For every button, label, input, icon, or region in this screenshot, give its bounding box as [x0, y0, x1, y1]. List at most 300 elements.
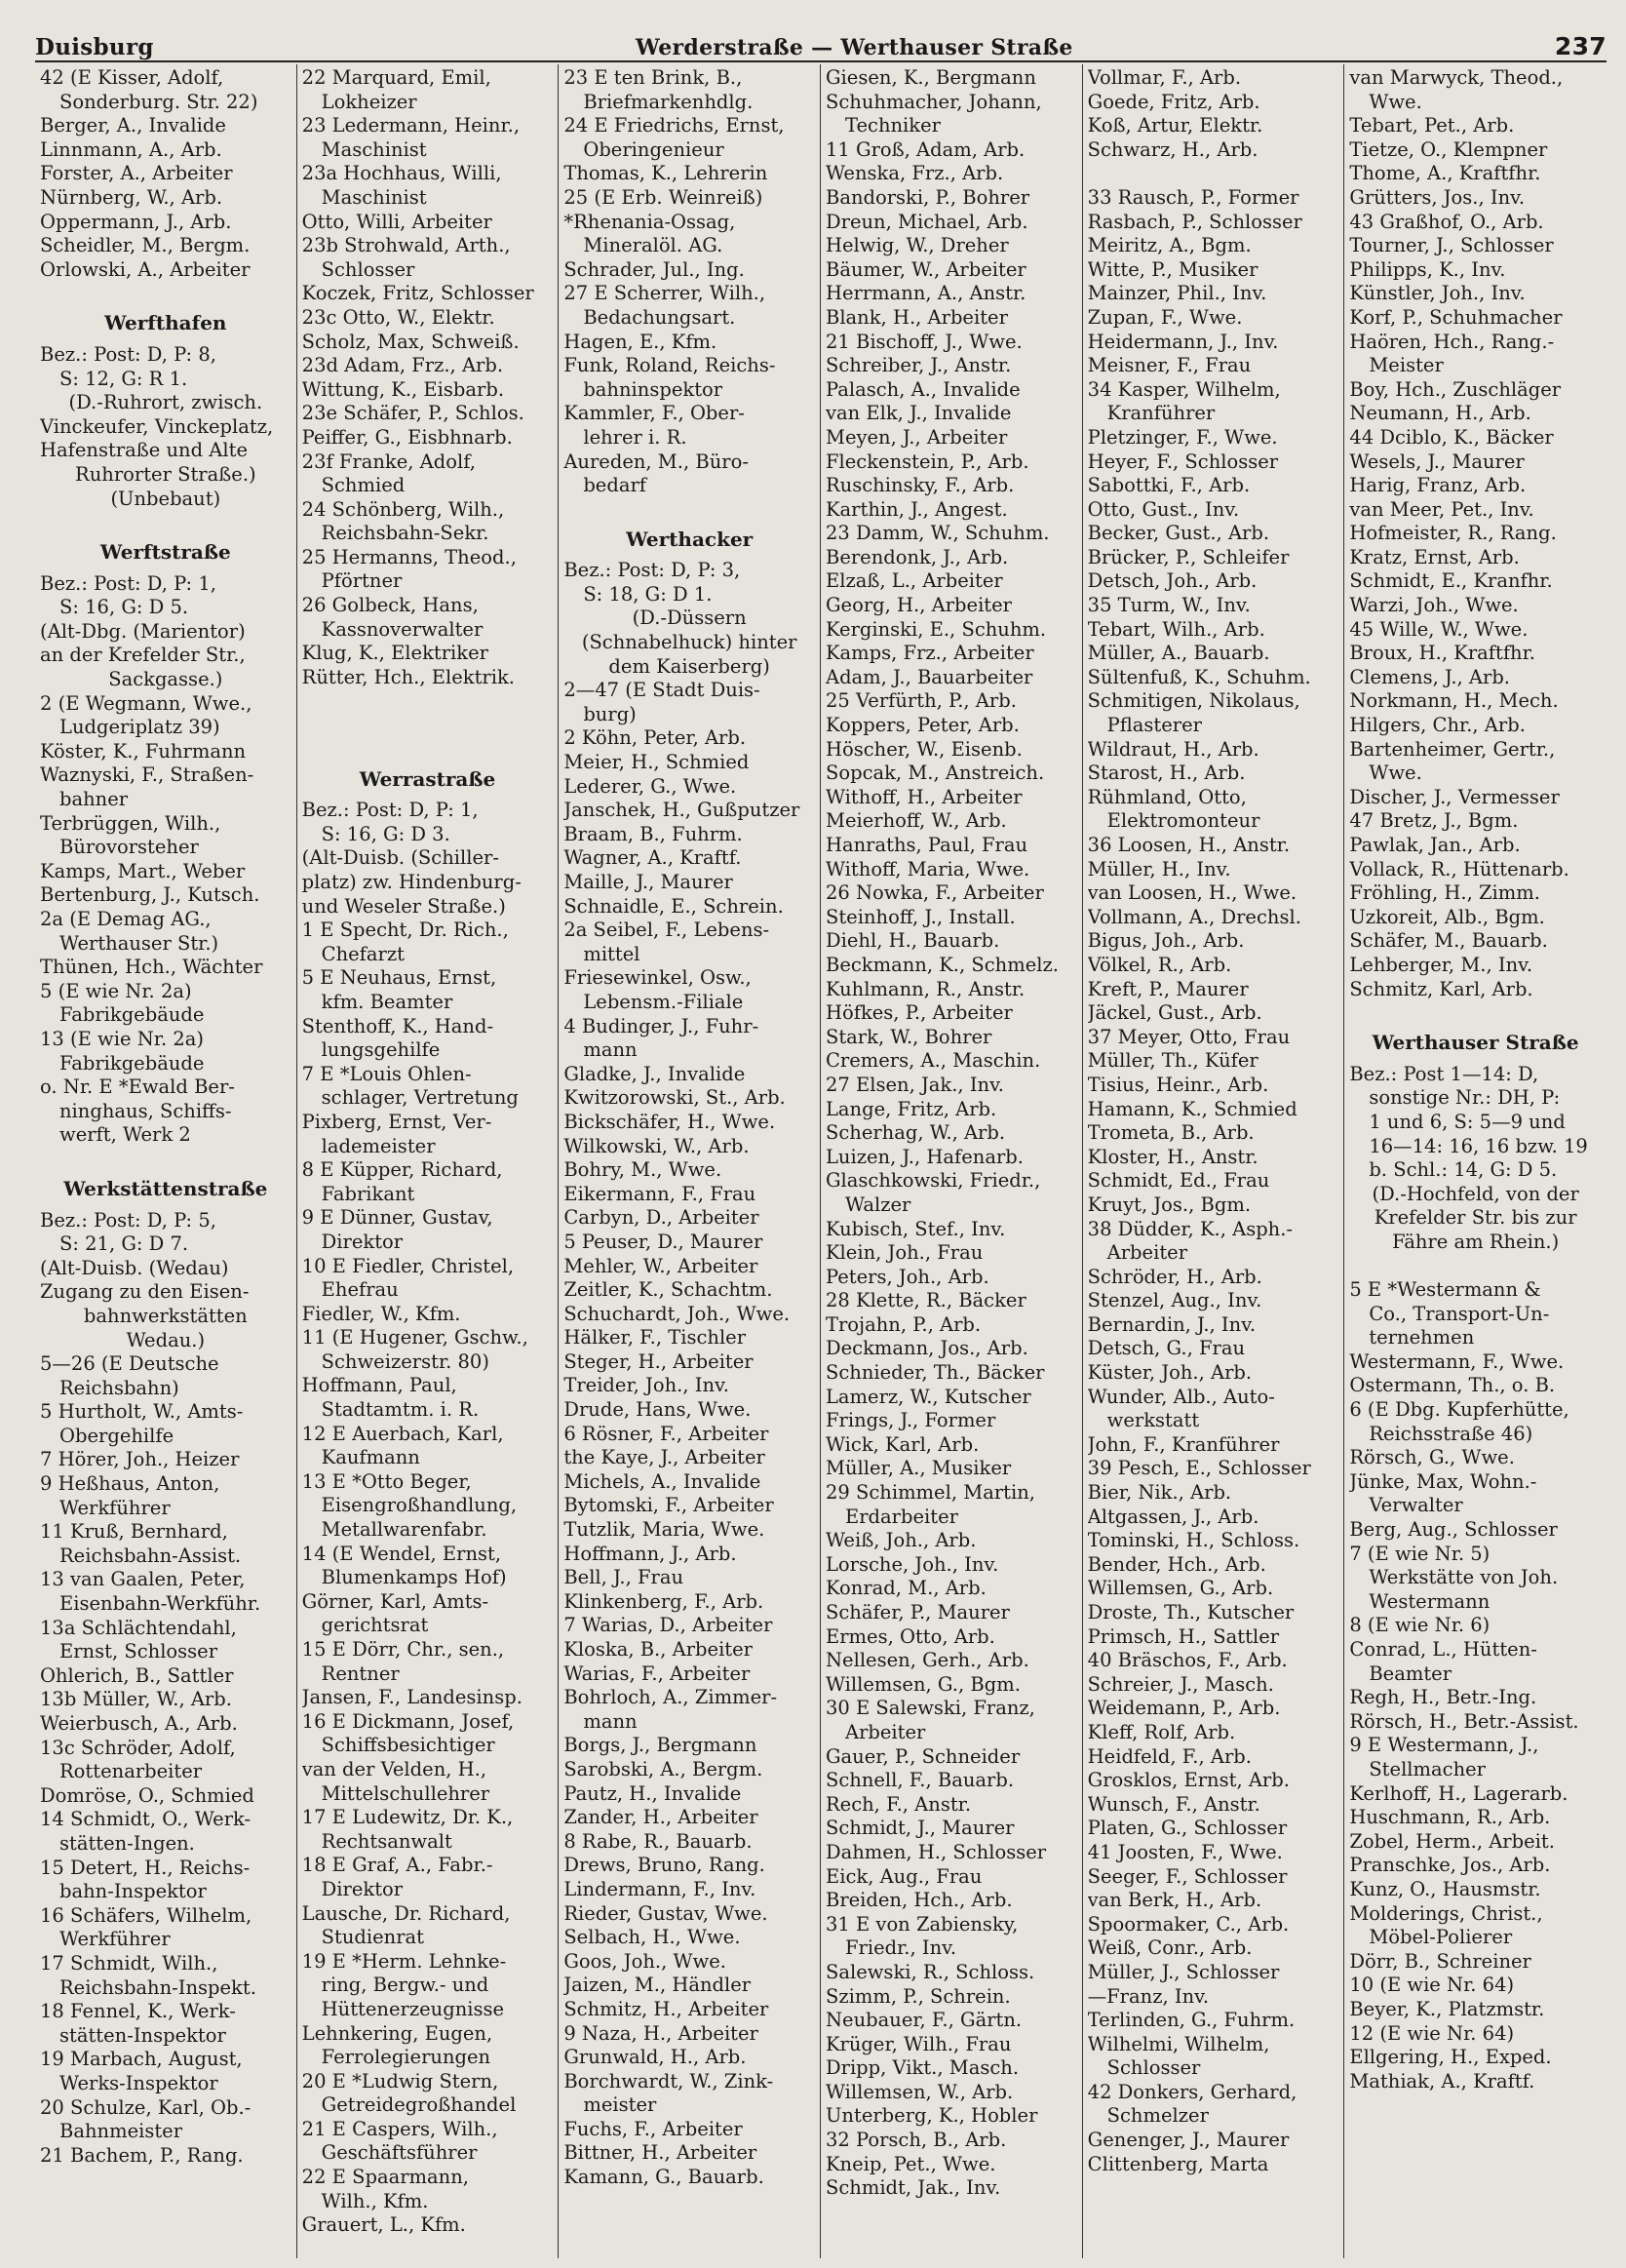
directory-entry-line: Nürnberg, W., Arb.: [40, 185, 223, 209]
header-city: Duisburg: [35, 34, 154, 60]
directory-entry-line: Janschek, H., Gußputzer: [563, 799, 800, 822]
directory-entry-line: Dripp, Vikt., Masch.: [825, 2056, 1020, 2080]
directory-entry-line: Hoffmann, Paul,: [301, 1374, 457, 1397]
entry-continuation: Fabrikgebäude: [59, 1003, 205, 1027]
directory-entry-line: Carbyn, D., Arbeiter: [563, 1206, 759, 1230]
directory-entry-line: 2 Köhn, Peter, Arb.: [563, 726, 747, 750]
entry-continuation: Werthauser Str.): [59, 931, 219, 955]
directory-entry-line: Schmidt, Jak., Inv.: [825, 2176, 1001, 2200]
directory-entry-line: Lausche, Dr. Richard,: [301, 1901, 511, 1925]
entry-continuation: Kassnoverwalter: [321, 617, 484, 641]
directory-entry-line: 15 Detert, H., Reichs-: [40, 1856, 251, 1879]
street-heading: Werfthafen: [104, 311, 227, 335]
directory-entry-line: Treider, Joh., Inv.: [563, 1374, 729, 1397]
directory-entry-line: Bernardin, J., Inv.: [1087, 1312, 1257, 1336]
directory-entry-line: John, F., Kranführer: [1087, 1432, 1280, 1456]
entry-continuation: Schiffsbesichtiger: [321, 1734, 495, 1757]
directory-entry-line: Scheidler, M., Bergm.: [40, 234, 251, 257]
directory-entry-line: 25 Hermanns, Theod.,: [301, 545, 517, 568]
entry-continuation: Lebensm.-Filiale: [583, 990, 744, 1013]
entry-continuation: Hüttenerzeugnisse: [321, 1997, 505, 2020]
directory-entry-line: Rütter, Hch., Elektrik.: [301, 665, 516, 688]
directory-entry-line: 7 Hörer, Joh., Heizer: [40, 1448, 240, 1471]
directory-entry-line: (Alt-Duisb. (Wedau): [40, 1256, 229, 1279]
directory-entry-line: Willemsen, G., Bgm.: [825, 1672, 1021, 1696]
directory-entry-line: Brücker, P., Schleifer: [1087, 545, 1290, 568]
spacer: [302, 689, 554, 714]
directory-entry-line: 10 E Fiedler, Christel,: [301, 1254, 515, 1277]
directory-entry-line: 8 (E wie Nr. 6): [1349, 1614, 1490, 1637]
directory-entry-line: Orlowski, A., Arbeiter: [40, 257, 251, 281]
directory-entry-line: o. Nr. E *Ewald Ber-: [40, 1075, 235, 1099]
directory-entry-line: Müller, Th., Küfer: [1087, 1049, 1258, 1073]
directory-entry-line: Bender, Hch., Arb.: [1087, 1552, 1266, 1576]
directory-entry-line: 9 Naza, H., Arbeiter: [563, 2021, 758, 2045]
directory-entry-line: Mathiak, A., Kraftf.: [1349, 2069, 1535, 2092]
directory-entry-line: Warzi, Joh., Wwe.: [1349, 594, 1519, 617]
entry-continuation: mann: [583, 1709, 638, 1733]
directory-entry-line: (Alt-Duisb. (Schiller-: [301, 846, 499, 870]
directory-entry-line: Bartenheimer, Gertr.,: [1349, 737, 1556, 761]
directory-entry-line: van Elk, J., Invalide: [825, 402, 1012, 425]
directory-entry-line: Köster, K., Fuhrmann: [40, 739, 247, 763]
directory-entry-line: 25 Verfürth, P., Arb.: [825, 689, 1017, 713]
directory-entry-line: Höscher, W., Eisenb.: [825, 737, 1023, 761]
directory-entry-line: 8 E Küpper, Richard,: [301, 1158, 503, 1182]
directory-entry-line: Pletzinger, F., Wwe.: [1087, 425, 1278, 449]
directory-entry-line: 20 E *Ludwig Stern,: [301, 2069, 499, 2092]
directory-entry-line: Heyer, F., Schlosser: [1087, 450, 1279, 473]
directory-entry-line: Grosklos, Ernst, Arb.: [1087, 1769, 1290, 1792]
entry-continuation: Stadtamtm. i. R.: [321, 1398, 480, 1422]
directory-entry-line: Weidemann, P., Arb.: [1087, 1697, 1281, 1720]
directory-entry-line: 27 E Scherrer, Wilh.,: [563, 282, 766, 305]
directory-entry-line: Dörr, B., Schreiner: [1349, 1949, 1531, 1973]
directory-entry-line: 7 (E wie Nr. 5): [1349, 1542, 1490, 1565]
directory-entry-line: Müller, H., Inv.: [1087, 857, 1231, 880]
directory-entry-line: Lamerz, W., Kutscher: [825, 1385, 1031, 1408]
directory-entry-line: 7 E *Louis Ohlen-: [301, 1062, 472, 1085]
directory-entry-line: Bickschäfer, H., Wwe.: [563, 1110, 776, 1133]
entry-continuation: ring, Bergw.- und: [321, 1974, 489, 1997]
directory-entry-line: Ohlerich, B., Sattler: [40, 1663, 234, 1687]
entry-continuation: Obergehilfe: [59, 1424, 174, 1447]
directory-entry-line: Neubauer, F., Gärtn.: [825, 2009, 1023, 2032]
directory-entry-line: 21 E Caspers, Wilh.,: [301, 2117, 498, 2140]
directory-entry-line: Fuchs, F., Arbeiter: [563, 2117, 743, 2140]
directory-entry-line: 2a (E Demag AG.,: [40, 908, 212, 930]
directory-entry-line: Blank, H., Arbeiter: [825, 305, 1008, 329]
directory-entry-line: 9 E Westermann, J.,: [1349, 1734, 1539, 1757]
entry-continuation: burg): [583, 702, 637, 725]
directory-entry-line: 16 E Dickmann, Josef,: [301, 1709, 515, 1733]
street-heading: Werrastraße: [359, 766, 496, 791]
entry-continuation: bedarf: [583, 474, 646, 497]
directory-entry-line: Koß, Artur, Elektr.: [1087, 114, 1263, 137]
directory-entry-line: Diehl, H., Bauarb.: [825, 929, 1000, 953]
directory-entry-line: Westermann, F., Wwe.: [1349, 1349, 1565, 1373]
directory-entry-line: Kreft, P., Maurer: [1087, 977, 1249, 1000]
spacer: [1349, 1255, 1602, 1279]
directory-entry-line: Tebart, Wilh., Arb.: [1087, 617, 1265, 641]
entry-continuation: Rottenarbeiter: [59, 1760, 203, 1783]
directory-entry-line: Willemsen, W., Arb.: [825, 2080, 1014, 2103]
entry-continuation: Briefmarkenhdlg.: [583, 90, 754, 113]
directory-entry-line: 18 Fennel, K., Werk-: [40, 2000, 236, 2023]
directory-entry-line: Witte, P., Musiker: [1087, 257, 1258, 281]
directory-entry-line: 15 E Dörr, Chr., sen.,: [301, 1638, 505, 1661]
directory-entry-line: Hofmeister, R., Rang.: [1349, 522, 1557, 545]
directory-entry-line: Domröse, O., Schmied: [40, 1783, 254, 1807]
directory-entry-line: Zupan, F., Wwe.: [1087, 305, 1243, 329]
directory-entry-line: Steger, H., Arbeiter: [563, 1349, 754, 1373]
directory-entry-line: 30 E Salewski, Franz,: [825, 1697, 1035, 1720]
street-heading: Werthacker: [626, 527, 754, 551]
entry-continuation: Wwe.: [1369, 90, 1422, 113]
directory-entry-line: Willemsen, G., Arb.: [1087, 1577, 1274, 1600]
directory-entry-line: Ostermann, Th., o. B.: [1349, 1374, 1556, 1397]
directory-entry-line: Berger, A., Invalide: [40, 114, 226, 137]
directory-entry-line: Kuhlmann, R., Anstr.: [825, 977, 1026, 1000]
directory-entry-line: Elzaß, L., Arbeiter: [825, 569, 1003, 593]
entry-continuation: Meister: [1369, 354, 1444, 377]
entry-continuation: Fabrikant: [321, 1182, 415, 1205]
entry-continuation: Schlosser: [1106, 2056, 1201, 2080]
street-description: dem Kaiserberg): [608, 654, 770, 678]
entry-continuation: kfm. Beamter: [321, 990, 453, 1013]
directory-entry-line: Bäumer, W., Arbeiter: [825, 257, 1026, 281]
entry-continuation: Kaufmann: [321, 1446, 420, 1469]
directory-entry-line: Bez.: Post: D, P: 1,: [40, 571, 216, 595]
directory-entry-line: Müller, J., Schlosser: [1087, 1960, 1280, 1983]
entry-continuation: ternehmen: [1369, 1326, 1475, 1349]
entry-continuation: bahner: [59, 788, 129, 811]
entry-continuation: S: 16, G: D 3.: [321, 822, 450, 845]
directory-entry-line: Heidfeld, F., Arb.: [1087, 1744, 1252, 1768]
directory-entry-line: 7 Warias, D., Arbeiter: [563, 1614, 773, 1637]
entry-continuation: Sonderburg. Str. 22): [59, 90, 258, 113]
directory-entry-line: Schwarz, H., Arb.: [1087, 137, 1258, 161]
directory-entry-line: van Berk, H., Arb.: [1087, 1889, 1262, 1912]
directory-entry-line: Schmidt, J., Maurer: [825, 1817, 1015, 1840]
entry-continuation: Arbeiter: [844, 1720, 926, 1743]
directory-entry-line: Schmitz, Karl, Arb.: [1349, 977, 1533, 1000]
directory-entry-line: Giesen, K., Bergmann: [825, 66, 1036, 89]
entry-continuation: Erdarbeiter: [844, 1505, 958, 1528]
directory-entry-line: 24 Schönberg, Wilh.,: [301, 497, 505, 521]
entry-continuation: Mineralöl. AG.: [583, 234, 723, 257]
directory-entry-line: Hamann, K., Schmied: [1087, 1097, 1297, 1120]
directory-entry-line: Grunwald, H., Arb.: [563, 2046, 747, 2069]
directory-entry-line: Vollmar, F., Arb.: [1087, 66, 1242, 89]
entry-continuation: bahninspektor: [583, 377, 723, 401]
directory-entry-line: 23e Schäfer, P., Schlos.: [301, 402, 524, 425]
directory-entry-line: Koczek, Fritz, Schlosser: [301, 282, 534, 305]
directory-entry-line: Schreier, J., Masch.: [1087, 1672, 1274, 1696]
directory-entry-line: 13c Schröder, Adolf,: [40, 1736, 236, 1759]
street-description: Fähre am Rhein.): [1392, 1230, 1560, 1253]
directory-entry-line: Palasch, A., Invalide: [825, 377, 1021, 401]
directory-entry-line: 5—26 (E Deutsche: [40, 1352, 219, 1376]
directory-entry-line: Zobel, Herm., Arbeit.: [1349, 1829, 1555, 1853]
directory-entry-line: Stenthoff, K., Hand-: [301, 1014, 494, 1037]
entry-continuation: Wilh., Kfm.: [321, 2189, 429, 2212]
directory-entry-line: Sopcak, M., Anstreich.: [825, 762, 1045, 785]
directory-entry-line: Kamps, Mart., Weber: [40, 859, 246, 882]
street-description: (D.-Ruhrort, zwisch.: [68, 391, 263, 414]
directory-entry-line: Bez.: Post: D, P: 5,: [40, 1208, 216, 1232]
directory-entry-line: 22 Marquard, Emil,: [301, 66, 491, 89]
directory-entry-line: Meier, H., Schmied: [563, 751, 750, 774]
directory-entry-line: Görner, Karl, Amts-: [301, 1589, 489, 1613]
directory-entry-line: Conrad, L., Hütten-: [1349, 1638, 1537, 1661]
directory-entry-line: Borchwardt, W., Zink-: [563, 2069, 774, 2092]
directory-entry-line: 17 E Ludewitz, Dr. K.,: [301, 1806, 514, 1829]
directory-entry-line: the Kaye, J., Arbeiter: [563, 1446, 765, 1469]
directory-entry-line: 5 Hurtholt, W., Amts-: [40, 1400, 244, 1424]
directory-entry-line: 2 (E Wegmann, Wwe.,: [40, 691, 252, 715]
directory-entry-line: van Loosen, H., Wwe.: [1087, 881, 1297, 905]
directory-entry-line: Weiß, Conr., Arb.: [1087, 1936, 1253, 1960]
directory-entry-line: Huschmann, R., Arb.: [1349, 1806, 1551, 1829]
directory-entry-line: Braam, B., Fuhrm.: [563, 822, 743, 845]
directory-entry-line: 2a Seibel, F., Lebens-: [563, 919, 770, 942]
entry-continuation: Rentner: [321, 1662, 400, 1685]
entry-continuation: b. Schl.: 14, G: D 5.: [1369, 1158, 1558, 1182]
entry-continuation: Reichsbahn-Assist.: [59, 1544, 242, 1567]
directory-entry-line: 2—47 (E Stadt Duis-: [563, 679, 760, 702]
directory-entry-line: Schuchardt, Joh., Wwe.: [563, 1302, 791, 1325]
column-1: [35, 64, 297, 2258]
entry-continuation: Eisengroßhandlung,: [321, 1494, 518, 1517]
directory-entry-line: Goos, Joh., Wwe.: [563, 1949, 726, 1973]
directory-entry-line: Schmidt, Ed., Frau: [1087, 1169, 1270, 1193]
directory-entry-line: Tisius, Heinr., Arb.: [1087, 1073, 1269, 1096]
directory-entry-line: Warias, F., Arbeiter: [563, 1662, 751, 1685]
directory-entry-line: Clemens, J., Arb.: [1349, 665, 1511, 688]
entry-continuation: mittel: [583, 942, 640, 965]
directory-entry-line: Maille, J., Maurer: [563, 871, 733, 893]
directory-entry-line: Hilgers, Chr., Arb.: [1349, 714, 1526, 737]
directory-entry-line: Kleff, Rolf, Arb.: [1087, 1720, 1236, 1743]
directory-entry-line: Lederer, G., Wwe.: [563, 774, 737, 798]
entry-continuation: Schlosser: [321, 257, 415, 281]
entry-continuation: S: 16, G: D 5.: [59, 596, 189, 619]
directory-entry-line: Kwitzorowski, St., Arb.: [563, 1086, 786, 1110]
directory-entry-line: Ruschinsky, F., Arb.: [825, 474, 1015, 497]
directory-entry-line: Salewski, R., Schloss.: [825, 1960, 1035, 1983]
directory-entry-line: Helwig, W., Dreher: [825, 234, 1009, 257]
directory-entry-line: Schuhmacher, Johann,: [825, 90, 1042, 113]
directory-entry-line: 41 Joosten, F., Wwe.: [1087, 1840, 1283, 1863]
directory-entry-line: Waznyski, F., Straßen-: [40, 763, 254, 787]
directory-entry-line: Sarobski, A., Bergm.: [563, 1757, 763, 1780]
entry-continuation: Kranführer: [1106, 402, 1216, 425]
header-street-range: Werderstraße — Werthauser Straße: [636, 35, 1073, 60]
directory-entry-line: Eikermann, F., Frau: [563, 1182, 756, 1205]
directory-entry-line: 37 Meyer, Otto, Frau: [1087, 1025, 1291, 1048]
entry-continuation: lungsgehilfe: [321, 1038, 441, 1062]
directory-entry-line: Fröhling, H., Zimm.: [1349, 881, 1540, 905]
entry-continuation: Fabrikgebäude: [59, 1051, 205, 1075]
directory-entry-line: Mehler, W., Arbeiter: [563, 1254, 758, 1277]
directory-entry-line: Bier, Nik., Arb.: [1087, 1481, 1232, 1505]
directory-entry-line: Bigus, Joh., Arb.: [1087, 929, 1245, 953]
directory-entry-line: Meyen, J., Arbeiter: [825, 425, 1008, 449]
entry-continuation: Westermann: [1369, 1589, 1490, 1613]
directory-entry-line: Peiffer, G., Eisbhnarb.: [301, 425, 513, 449]
directory-entry-line: Lange, Fritz, Arb.: [825, 1097, 997, 1120]
directory-entry-line: Droste, Th., Kutscher: [1087, 1601, 1295, 1623]
street-description: Ruhrorter Straße.): [75, 462, 256, 486]
directory-entry-line: 6 Rösner, F., Arbeiter: [563, 1422, 769, 1445]
directory-entry-line: 1 E Specht, Dr. Rich.,: [301, 919, 509, 942]
entry-continuation: Schmelzer: [1106, 2104, 1209, 2128]
directory-entry-line: Schmidt, E., Kranfhr.: [1349, 569, 1553, 593]
directory-entry-line: 31 E von Zabiensky,: [825, 1912, 1019, 1936]
directory-entry-line: Vollack, R., Hüttenarb.: [1349, 857, 1569, 880]
directory-entry-line: 21 Bachem, P., Rang.: [40, 2143, 244, 2167]
column-4: [821, 64, 1083, 2258]
directory-entry-line: Schnieder, Th., Bäcker: [825, 1361, 1045, 1385]
entry-continuation: Ferrolegierungen: [321, 2046, 491, 2069]
directory-entry-line: Schreiber, J., Anstr.: [825, 354, 1012, 377]
entry-continuation: sonstige Nr.: DH, P:: [1369, 1086, 1561, 1110]
directory-entry-line: Künstler, Joh., Inv.: [1349, 282, 1526, 305]
directory-entry-line: Korf, P., Schuhmacher: [1349, 305, 1563, 329]
entry-continuation: meister: [583, 2093, 657, 2117]
directory-entry-line: Michels, A., Invalide: [563, 1469, 761, 1493]
directory-entry-line: Wittung, K., Eisbarb.: [301, 377, 505, 401]
spacer: [1088, 162, 1339, 186]
directory-entry-line: Altgassen, J., Arb.: [1087, 1505, 1259, 1528]
directory-entry-line: 33 Rausch, P., Former: [1087, 185, 1299, 209]
directory-entry-line: Bez.: Post: D, P: 1,: [301, 799, 479, 822]
directory-entry-line: Peters, Joh., Arb.: [825, 1265, 989, 1288]
directory-entry-line: Wesels, J., Maurer: [1349, 450, 1525, 473]
directory-entry-line: 18 E Graf, A., Fabr.-: [301, 1854, 493, 1877]
directory-entry-line: Bohrloch, A., Zimmer-: [563, 1686, 778, 1709]
directory-entry-line: Kammler, F., Ober-: [563, 402, 745, 425]
directory-entry-line: 39 Pesch, E., Schlosser: [1087, 1457, 1311, 1480]
entry-continuation: Werkführer: [59, 1496, 171, 1519]
directory-entry-line: 12 E Auerbach, Karl,: [301, 1422, 504, 1445]
directory-entry-line: 6 (E Dbg. Kupferhütte,: [1349, 1398, 1569, 1422]
directory-entry-line: 43 Graßhof, O., Arb.: [1349, 210, 1544, 233]
entry-continuation: Schmied: [321, 474, 406, 497]
directory-entry-line: 23f Franke, Adolf,: [301, 450, 476, 473]
entry-continuation: stätten-Ingen.: [59, 1831, 195, 1855]
directory-entry-line: Bytomski, F., Arbeiter: [563, 1494, 774, 1517]
directory-entry-line: Ermes, Otto, Arb.: [825, 1624, 995, 1648]
directory-entry-line: Withoff, Maria, Wwe.: [825, 857, 1030, 880]
directory-entry-line: Schmitigen, Nikolaus,: [1087, 689, 1300, 713]
directory-entry-line: 44 Dciblo, K., Bäcker: [1349, 425, 1554, 449]
directory-entry-line: Wilhelmi, Wilhelm,: [1087, 2032, 1270, 2055]
directory-entry-line: Berendonk, J., Arb.: [825, 545, 1009, 568]
directory-entry-line: Neumann, H., Arb.: [1349, 402, 1531, 425]
entry-continuation: Ehefrau: [321, 1278, 399, 1302]
directory-entry-line: Spoormaker, C., Arb.: [1087, 1912, 1290, 1936]
directory-entry-line: 11 (E Hugener, Gschw.,: [301, 1326, 528, 1349]
directory-entry-line: Bohry, M., Wwe.: [563, 1158, 722, 1182]
directory-entry-line: Karthin, J., Angest.: [825, 497, 1008, 521]
directory-entry-line: Breiden, Hch., Arb.: [825, 1889, 1013, 1912]
directory-entry-line: Völkel, R., Arb.: [1087, 953, 1232, 976]
directory-entry-line: 14 Schmidt, O., Werk-: [40, 1808, 252, 1831]
entry-continuation: Pförtner: [321, 569, 403, 593]
entry-continuation: Reichsbahn-Inspekt.: [59, 1975, 256, 1999]
directory-entry-line: (Alt-Dbg. (Marientor): [40, 619, 246, 643]
directory-entry-line: Meisner, F., Frau: [1087, 354, 1252, 377]
directory-entry-line: an der Krefelder Str.,: [40, 644, 246, 667]
directory-entry-line: 19 E *Herm. Lehnke-: [301, 1949, 507, 1973]
directory-entry-line: 14 (E Wendel, Ernst,: [301, 1542, 502, 1565]
directory-entry-line: Broux, H., Kraftfhr.: [1349, 642, 1535, 665]
directory-entry-line: Müller, A., Bauarb.: [1087, 642, 1270, 665]
directory-entry-line: Clittenberg, Marta: [1087, 2152, 1269, 2175]
entry-continuation: S: 21, G: D 7.: [59, 1232, 189, 1256]
directory-entry-line: Harig, Franz, Arb.: [1349, 474, 1527, 497]
column-5: [1083, 64, 1345, 2258]
directory-entry-line: Pautz, H., Invalide: [563, 1781, 742, 1805]
directory-entry-line: Kunz, O., Hausmstr.: [1349, 1877, 1541, 1900]
directory-entry-line: Forster, A., Arbeiter: [40, 162, 233, 185]
street-description: (D.-Hochfeld, von der: [1372, 1182, 1579, 1205]
directory-entry-line: Drews, Bruno, Rang.: [563, 1854, 765, 1877]
directory-entry-line: Wick, Karl, Arb.: [825, 1432, 980, 1456]
directory-entry-line: van Marwyck, Theod.,: [1349, 66, 1564, 89]
directory-entry-line: 4 Budinger, J., Fuhr-: [563, 1014, 759, 1037]
entry-continuation: Arbeiter: [1106, 1241, 1188, 1265]
directory-entry-line: Dahmen, H., Schlosser: [825, 1840, 1047, 1863]
directory-entry-line: 23 Ledermann, Heinr.,: [301, 114, 521, 137]
directory-entry-line: Bez.: Post: D, P: 8,: [40, 342, 216, 366]
directory-entry-line: Kloster, H., Anstr.: [1087, 1145, 1258, 1168]
directory-entry-line: Krüger, Wilh., Frau: [825, 2032, 1012, 2055]
directory-entry-line: Selbach, H., Wwe.: [563, 1926, 741, 1949]
directory-entry-line: Ellgering, H., Exped.: [1349, 2046, 1552, 2069]
directory-entry-line: Kamann, G., Bauarb.: [563, 2166, 764, 2189]
directory-entry-line: Bez.: Post 1—14: D,: [1349, 1062, 1539, 1085]
directory-entry-line: Konrad, M., Arb.: [825, 1577, 987, 1600]
street-description: (Unbebaut): [110, 487, 221, 510]
directory-entry-line: 16 Schäfers, Wilhelm,: [40, 1903, 252, 1927]
street-description: Krefelder Str. bis zur: [1374, 1206, 1577, 1230]
directory-entry-line: Grauert, L., Kfm.: [301, 2213, 466, 2237]
entry-continuation: Stellmacher: [1369, 1757, 1486, 1780]
entry-continuation: Co., Transport-Un-: [1369, 1302, 1550, 1325]
entry-continuation: Bahnmeister: [59, 2120, 183, 2143]
directory-entry-line: 47 Bretz, J., Bgm.: [1349, 809, 1519, 833]
street-description: Wedau.): [126, 1328, 206, 1351]
entry-continuation: Reichsstraße 46): [1369, 1422, 1533, 1445]
directory-entry-line: Bertenburg, J., Kutsch.: [40, 883, 260, 907]
entry-continuation: Eisenbahn-Werkführ.: [59, 1592, 261, 1616]
directory-entry-line: Beyer, K., Platzmstr.: [1349, 1997, 1545, 2020]
directory-entry-line: Withoff, H., Arbeiter: [825, 785, 1023, 808]
entry-continuation: Direktor: [321, 1877, 404, 1900]
directory-entry-line: Vinckeufer, Vinckeplatz,: [40, 414, 274, 438]
directory-entry-line: Seeger, F., Schlosser: [1087, 1864, 1288, 1888]
columns: [35, 64, 1607, 2258]
directory-entry-line: Kerlhoff, H., Lagerarb.: [1349, 1781, 1568, 1805]
directory-entry-line: Otto, Gust., Inv.: [1087, 497, 1240, 521]
directory-entry-line: Höfkes, P., Arbeiter: [825, 1001, 1013, 1025]
directory-entry-line: 20 Schulze, Karl, Ob.-: [40, 2095, 252, 2119]
spacer: [302, 714, 554, 738]
directory-entry-line: 23d Adam, Frz., Arb.: [301, 354, 504, 377]
